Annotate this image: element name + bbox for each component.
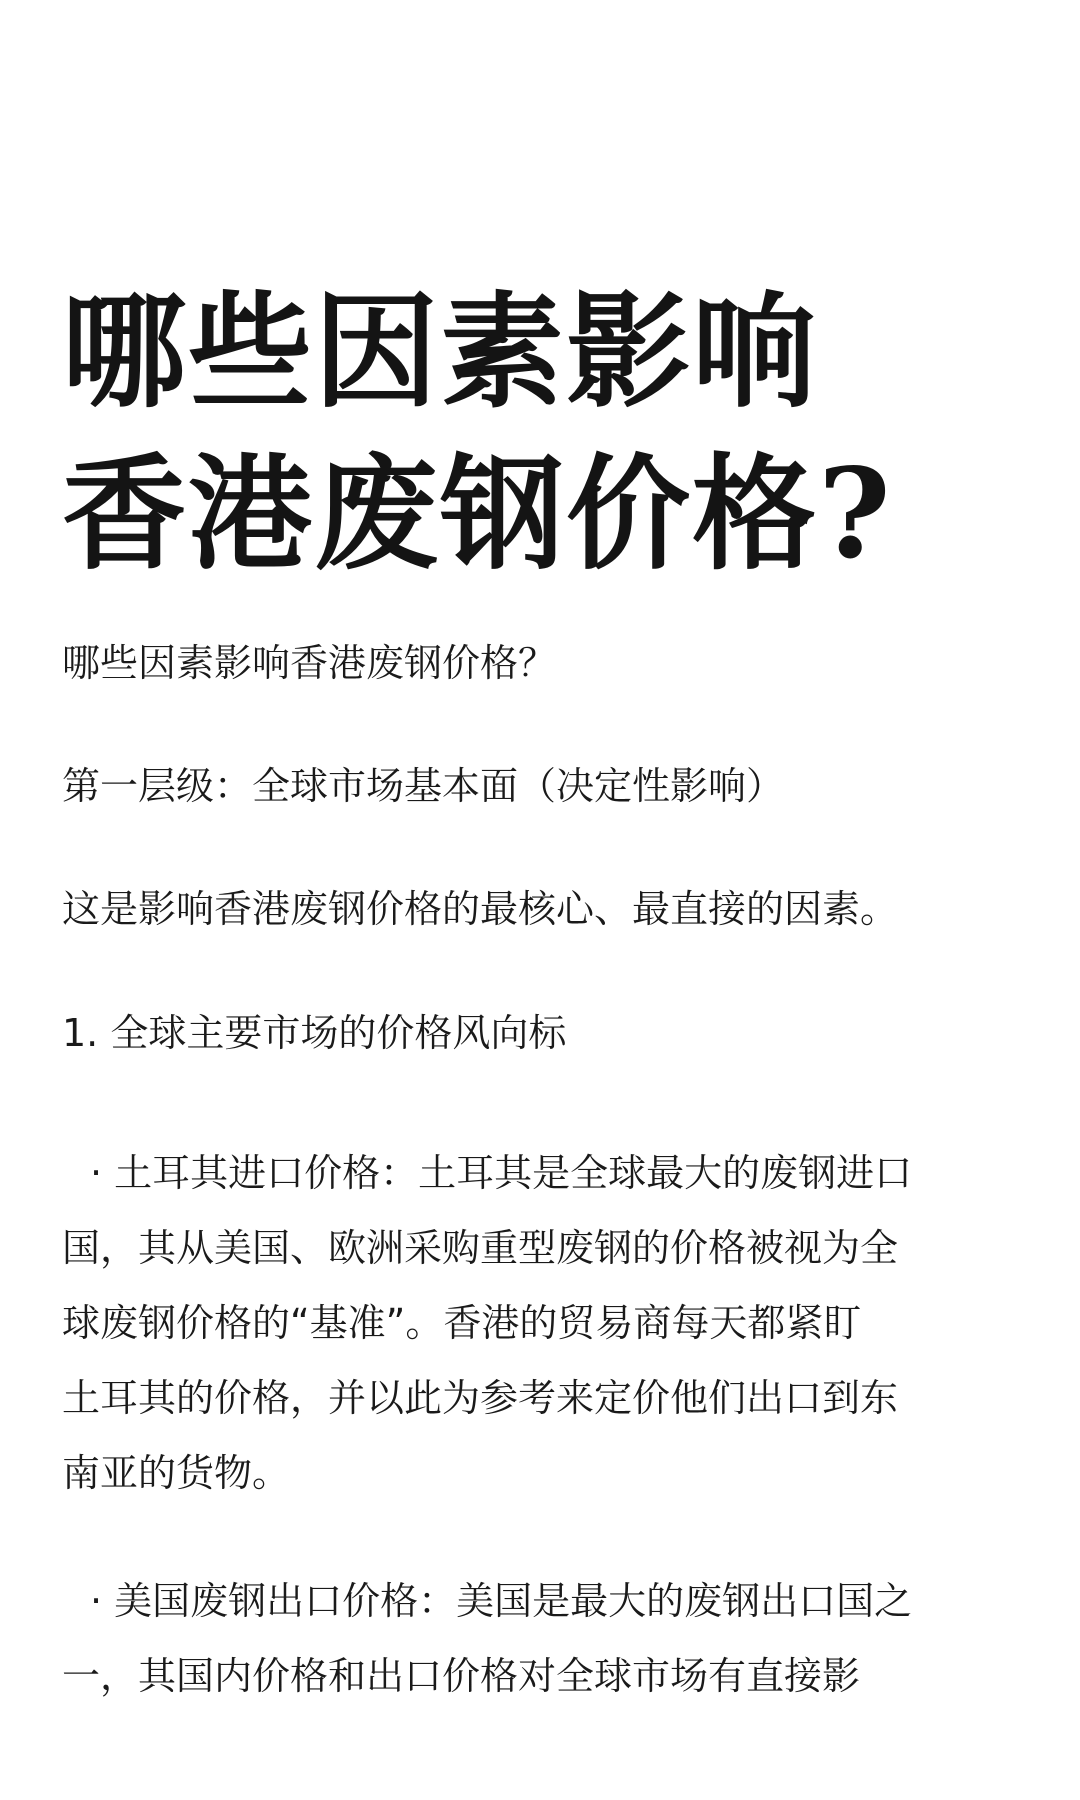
article-subtitle: 哪些因素影响香港废钢价格？ [62,641,557,685]
core-sentence: 这是影响香港废钢价格的最核心、最直接的因素。 [62,887,899,931]
level-heading: 第一层级：全球市场基本面（决定性影响） [62,764,785,808]
bullet-turkey-line: 国，其从美国、欧洲采购重型废钢的价格被视为全 [62,1226,899,1270]
section-heading: 1. 全球主要市场的价格风向标 [62,1011,567,1055]
article-title-line-1: 哪些因素影响 [62,280,819,425]
bullet-usa-line: 一，其国内价格和出口价格对全球市场有直接影 [62,1654,861,1698]
bullet-turkey-line: 土耳其的价格，并以此为参考来定价他们出口到东 [62,1376,899,1420]
bullet-usa-line: · 美国废钢出口价格：美国是最大的废钢出口国之 [90,1579,913,1623]
bullet-turkey-line: · 土耳其进口价格：土耳其是全球最大的废钢进口 [90,1151,913,1195]
bullet-turkey-line: 南亚的货物。 [62,1451,291,1495]
article-title [62,272,1018,596]
bullet-turkey-line: 球废钢价格的“基准”。香港的贸易商每天都紧盯 [62,1301,862,1345]
bullet-turkey-import-price [62,1136,1022,1511]
article-title-line-2: 香港废钢价格? [62,442,893,587]
bullet-usa-export-price [62,1564,1022,1714]
